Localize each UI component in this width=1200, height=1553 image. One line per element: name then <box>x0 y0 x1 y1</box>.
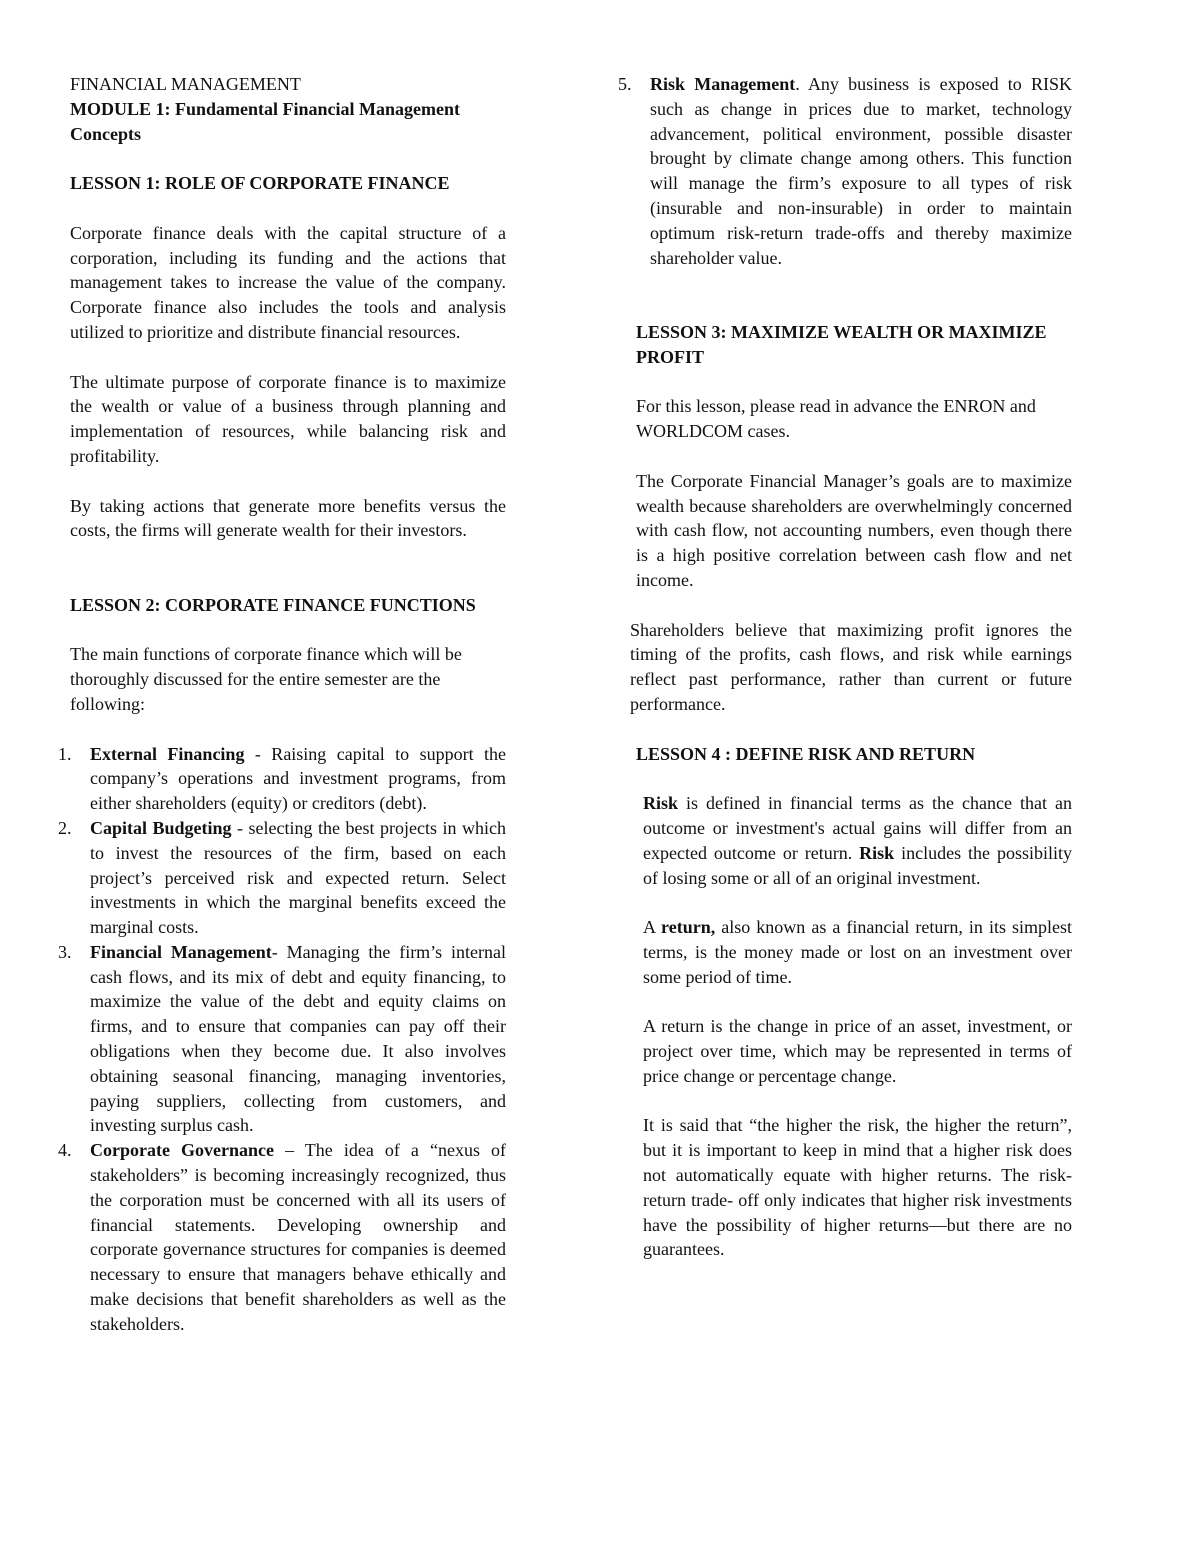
function-term: Financial Management <box>90 941 272 962</box>
return-definition <box>630 915 1072 989</box>
function-term: Corporate Governance <box>90 1140 275 1161</box>
lesson-1-title: LESSON 1: ROLE OF CORPORATE FINANCE <box>70 173 450 194</box>
function-number: 4. <box>58 1140 72 1161</box>
lesson-4-paragraph: It is said that “the higher the risk, the higher the return”, but it is important to keep in mind that a higher risk does not automatically equate with higher returns. The risk-return trade- off only indicates that higher risk investments have the possibility of higher returns—but there are no guarantees. <box>643 1115 1072 1260</box>
function-text: . Any business is exposed to RISK such as change in prices due to market, technology advancement, political environment, possible disaster brought by climate change among others. This function will manage the firm’s exposure to all types of risk (insurable and non-insurable) in order to maintain optimum risk-return trade-offs and thereby maximize shareholder value. <box>650 74 1073 268</box>
function-item <box>58 940 506 1138</box>
left-column <box>58 72 506 1337</box>
function-number: 5. <box>618 74 632 94</box>
function-text: - selecting the best projects in which to invest the resources of the firm, based on each project’s perceived risk and expected return. Select investments in which the marginal benefits exceed the marginal costs. <box>90 817 506 938</box>
lesson-3-paragraph: The Corporate Financial Manager’s goals are to maximize wealth because shareholders are overwhelmingly concerned with cash flow, not accounting numbers, even though there is a high positive correlation between cash flow and net income. <box>636 470 1072 590</box>
function-text: - Managing the firm’s internal cash flows, and its mix of debt and equity financing, to maximize the value of the debt and equity claims on firms, and to ensure that companies can pay off their obligations when they become due. It also involves obtaining seasonal financing, managing inventories, paying suppliers, collecting from customers, and investing surplus cash. <box>90 941 506 1136</box>
lesson-1-paragraph: By taking actions that generate more benefits versus the costs, the firms will generate wealth for their investors. <box>70 495 506 541</box>
lesson-3-paragraph: For this lesson, please read in advance the ENRON and WORLDCOM cases. <box>636 396 1036 442</box>
return-term: return, <box>661 917 716 938</box>
function-number: 1. <box>58 743 72 764</box>
function-term: External Financing <box>90 743 245 764</box>
function-item <box>618 72 1073 270</box>
risk-text: includes the possibility of losing some or all of an original investment. <box>643 842 1072 888</box>
function-term: Capital Budgeting <box>90 817 232 838</box>
functions-list-continued <box>618 72 1073 270</box>
module-title: MODULE 1: Fundamental Financial Management Concepts <box>70 98 460 144</box>
lesson-1-paragraph: Corporate finance deals with the capital structure of a corporation, including its funding and the actions that management takes to increase the value of the company. Corporate finance also includes the tools and analysis utilized to prioritize and distribute financial resources. <box>70 222 506 342</box>
lesson-2-intro: The main functions of corporate finance which will be thoroughly discussed for the entire semester are the following: <box>70 644 462 714</box>
risk-definition <box>630 791 1072 890</box>
functions-list <box>58 742 506 1337</box>
lesson-4-paragraph: A return is the change in price of an asset, investment, or project over time, which may be represented in terms of price change or percentage change. <box>643 1016 1072 1086</box>
return-text: also known as a financial return, in its simplest terms, is the money made or lost on an investment over some period of time. <box>643 917 1072 987</box>
function-item <box>58 1138 506 1336</box>
risk-text: is defined in financial terms as the chance that an outcome or investment's actual gains will differ from an expected outcome or return. <box>643 793 1072 863</box>
course-title: FINANCIAL MANAGEMENT <box>70 74 301 94</box>
function-text: - Raising capital to support the company’s operations and investment programs, from either shareholders (equity) or creditors (debt). <box>90 743 506 814</box>
risk-term: Risk <box>643 793 679 814</box>
lesson-2-title: LESSON 2: CORPORATE FINANCE FUNCTIONS <box>70 594 476 615</box>
risk-term: Risk <box>859 842 895 863</box>
lesson-3-title: LESSON 3: MAXIMIZE WEALTH OR MAXIMIZE PROFIT <box>636 321 1047 367</box>
function-text: – The idea of a “nexus of stakeholders” is becoming increasingly recognized, thus the corporation must be concerned with all its users of financial statements. Developing ownership and corporate governance structures for companies is deemed necessary to ensure that managers behave ethically and make decisions that benefit shareholders as well as the stakeholders. <box>90 1140 506 1334</box>
function-term: Risk Management <box>650 74 796 94</box>
function-item <box>58 816 506 940</box>
function-number: 2. <box>58 817 72 838</box>
return-prefix: A <box>643 917 662 938</box>
function-item <box>58 742 506 816</box>
lesson-4-title: LESSON 4 : DEFINE RISK AND RETURN <box>636 743 976 764</box>
lesson-1-paragraph: The ultimate purpose of corporate finance is to maximize the wealth or value of a business through planning and implementation of resources, while balancing risk and profitability. <box>70 371 506 466</box>
function-number: 3. <box>58 941 72 962</box>
lesson-3-paragraph: Shareholders believe that maximizing profit ignores the timing of the profits, cash flows, and risk while earnings reflect past performance, rather than current or future performance. <box>630 619 1072 714</box>
right-column <box>618 72 1073 1262</box>
